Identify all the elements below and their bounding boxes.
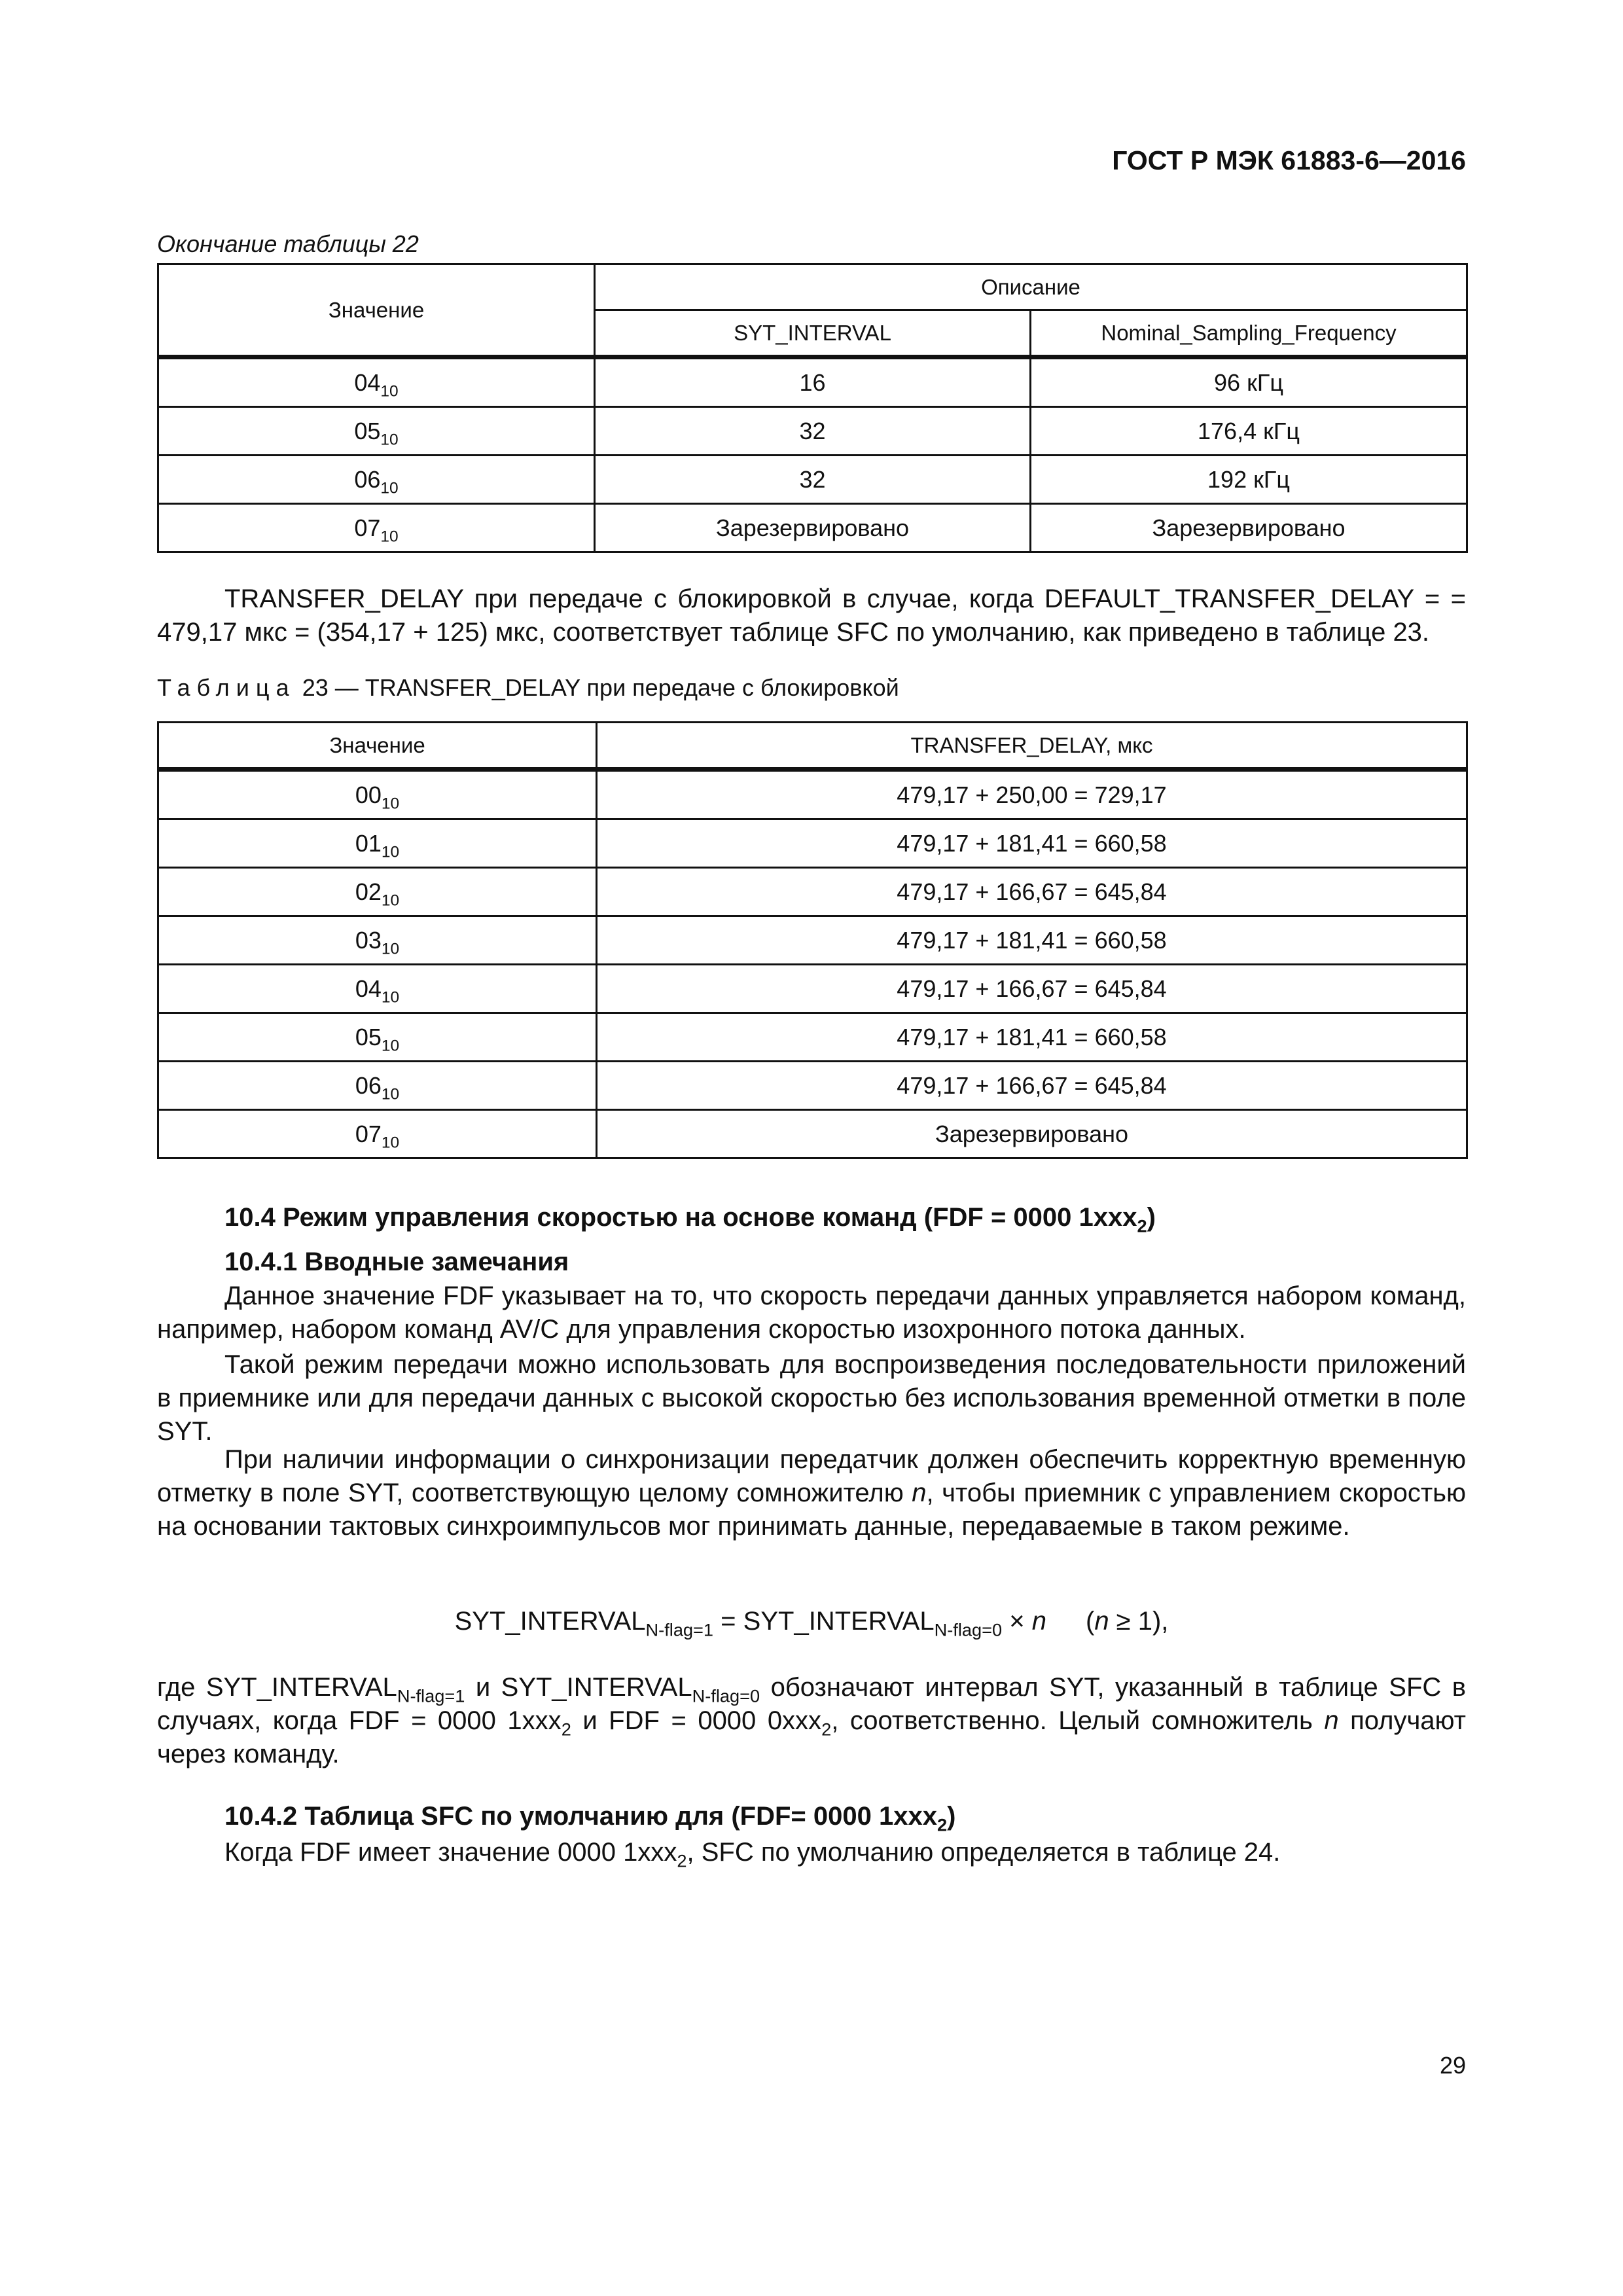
table23-caption-label: Таблица bbox=[157, 674, 296, 701]
cell-delay: 479,17 + 181,41 = 660,58 bbox=[597, 1013, 1467, 1062]
intro-paragraph: TRANSFER_DELAY при передаче с блокировкой в случае, когда DEFAULT_TRANSFER_DELAY = = 479,17 мкс = (354,17 + 125) мкс, соответствует таблице SFC по умолчанию, как приведено в таблице 23. bbox=[157, 584, 1466, 647]
cell-syt: 32 bbox=[595, 407, 1031, 456]
col-header-syt-interval: SYT_INTERVAL bbox=[595, 310, 1031, 357]
cell-value: $05_{10}$ bbox=[158, 407, 595, 456]
syt-interval-formula: $SYT\_INTERVAL_{N-flag=1}$ = $SYT\_INTERVAL_{N-flag=0} \times n$ (n ≥ 1), bbox=[454, 1607, 1169, 1640]
table-row bbox=[158, 916, 1467, 965]
cell-value: $00_{10}$ bbox=[158, 770, 597, 819]
table-row bbox=[158, 770, 1467, 819]
section-10-4-1-paragraph-2: Такой режим передачи можно использовать для воспроизведения последовательности приложений в приемнике или для передачи данных с высокой скоростью без использования временной отметки в поле SYT. bbox=[157, 1350, 1466, 1446]
cell-syt: Зарезервировано bbox=[595, 504, 1031, 552]
cell-freq: 192 кГц bbox=[1031, 456, 1467, 504]
col-header-value: Значение bbox=[158, 723, 597, 770]
cell-value: $07_{10}$ bbox=[158, 1110, 597, 1158]
section-10-4-heading: 10.4 Режим управления скоростью на основе команд (FDF = 0000 1xxx$_2$) bbox=[224, 1203, 1156, 1236]
cell-delay: 479,17 + 166,67 = 645,84 bbox=[597, 1062, 1467, 1110]
cell-freq: 176,4 кГц bbox=[1031, 407, 1467, 456]
col-header-transfer-delay: TRANSFER_DELAY, мкс bbox=[597, 723, 1467, 770]
table-row bbox=[158, 965, 1467, 1013]
cell-delay: 479,17 + 166,67 = 645,84 bbox=[597, 965, 1467, 1013]
cell-freq: 96 кГц bbox=[1031, 357, 1467, 407]
cell-value: $04_{10}$ bbox=[158, 965, 597, 1013]
cell-value: $05_{10}$ bbox=[158, 1013, 597, 1062]
col-header-sampling-frequency: Nominal_Sampling_Frequency bbox=[1031, 310, 1467, 357]
col-header-description: Описание bbox=[595, 264, 1467, 310]
cell-value: $06_{10}$ bbox=[158, 1062, 597, 1110]
cell-delay: 479,17 + 250,00 = 729,17 bbox=[597, 770, 1467, 819]
table23-caption bbox=[157, 674, 899, 702]
table-22 bbox=[157, 263, 1468, 553]
section-10-4-2-heading: 10.4.2 Таблица SFC по умолчанию для (FDF= 0000 1xxx$_2$) bbox=[224, 1802, 956, 1835]
cell-value: $07_{10}$ bbox=[158, 504, 595, 552]
cell-syt: 16 bbox=[595, 357, 1031, 407]
table-row bbox=[158, 1110, 1467, 1158]
table-row bbox=[158, 819, 1467, 868]
table-23 bbox=[157, 721, 1468, 1159]
cell-delay: 479,17 + 181,41 = 660,58 bbox=[597, 916, 1467, 965]
cell-value: $01_{10}$ bbox=[158, 819, 597, 868]
cell-value: $06_{10}$ bbox=[158, 456, 595, 504]
cell-value: $02_{10}$ bbox=[158, 868, 597, 916]
cell-syt: 32 bbox=[595, 456, 1031, 504]
cell-delay: 479,17 + 166,67 = 645,84 bbox=[597, 868, 1467, 916]
cell-delay: 479,17 + 181,41 = 660,58 bbox=[597, 819, 1467, 868]
cell-value: $03_{10}$ bbox=[158, 916, 597, 965]
table-row bbox=[158, 407, 1467, 456]
table-row bbox=[158, 504, 1467, 552]
col-header-value: Значение bbox=[158, 264, 595, 357]
cell-delay: Зарезервировано bbox=[597, 1110, 1467, 1158]
section-10-4-1-heading: 10.4.1 Вводные замечания bbox=[224, 1247, 569, 1276]
table23-caption-text: 23 — TRANSFER_DELAY при передаче с блокировкой bbox=[302, 674, 899, 701]
cell-value: $04_{10}$ bbox=[158, 357, 595, 407]
cell-freq: Зарезервировано bbox=[1031, 504, 1467, 552]
section-10-4-1-paragraph-3: При наличии информации о синхронизации передатчик должен обеспечить корректную временную отметку в поле SYT, соответствующую целому сомножителю n, чтобы приемник с управлением скоростью на основании тактовых синхроимпульсов мог принимать данные, передаваемые в таком режиме. bbox=[157, 1445, 1466, 1541]
page-number: 29 bbox=[1439, 2052, 1466, 2079]
section-10-4-2-paragraph: Когда FDF имеет значение 0000 1xxx$_2$, SFC по умолчанию определяется в таблице 24. bbox=[224, 1838, 1281, 1871]
table-row bbox=[158, 357, 1467, 407]
table22-caption: Окончание таблицы 22 bbox=[157, 230, 419, 257]
table-row bbox=[158, 1013, 1467, 1062]
table-row bbox=[158, 456, 1467, 504]
section-10-4-1-paragraph-1: Данное значение FDF указывает на то, что скорость передачи данных управляется набором команд, например, набором команд AV/C для управления скоростью изохронного потока данных. bbox=[157, 1282, 1466, 1344]
table-row bbox=[158, 1062, 1467, 1110]
document-header: ГОСТ Р МЭК 61883-6—2016 bbox=[1112, 145, 1466, 175]
where-paragraph: где $SYT\_INTERVAL_{N-flag=1}$ и $SYT\_INTERVAL_{N-flag=0}$ обозначают интервал SYT, указанный в таблице SFC в случаях, когда FDF = 0000 1xxx$_2$ и FDF = 0000 0xxx$_2$, соответственно. Целый сомножитель n получают через команду. bbox=[157, 1673, 1466, 1768]
table-row bbox=[158, 868, 1467, 916]
